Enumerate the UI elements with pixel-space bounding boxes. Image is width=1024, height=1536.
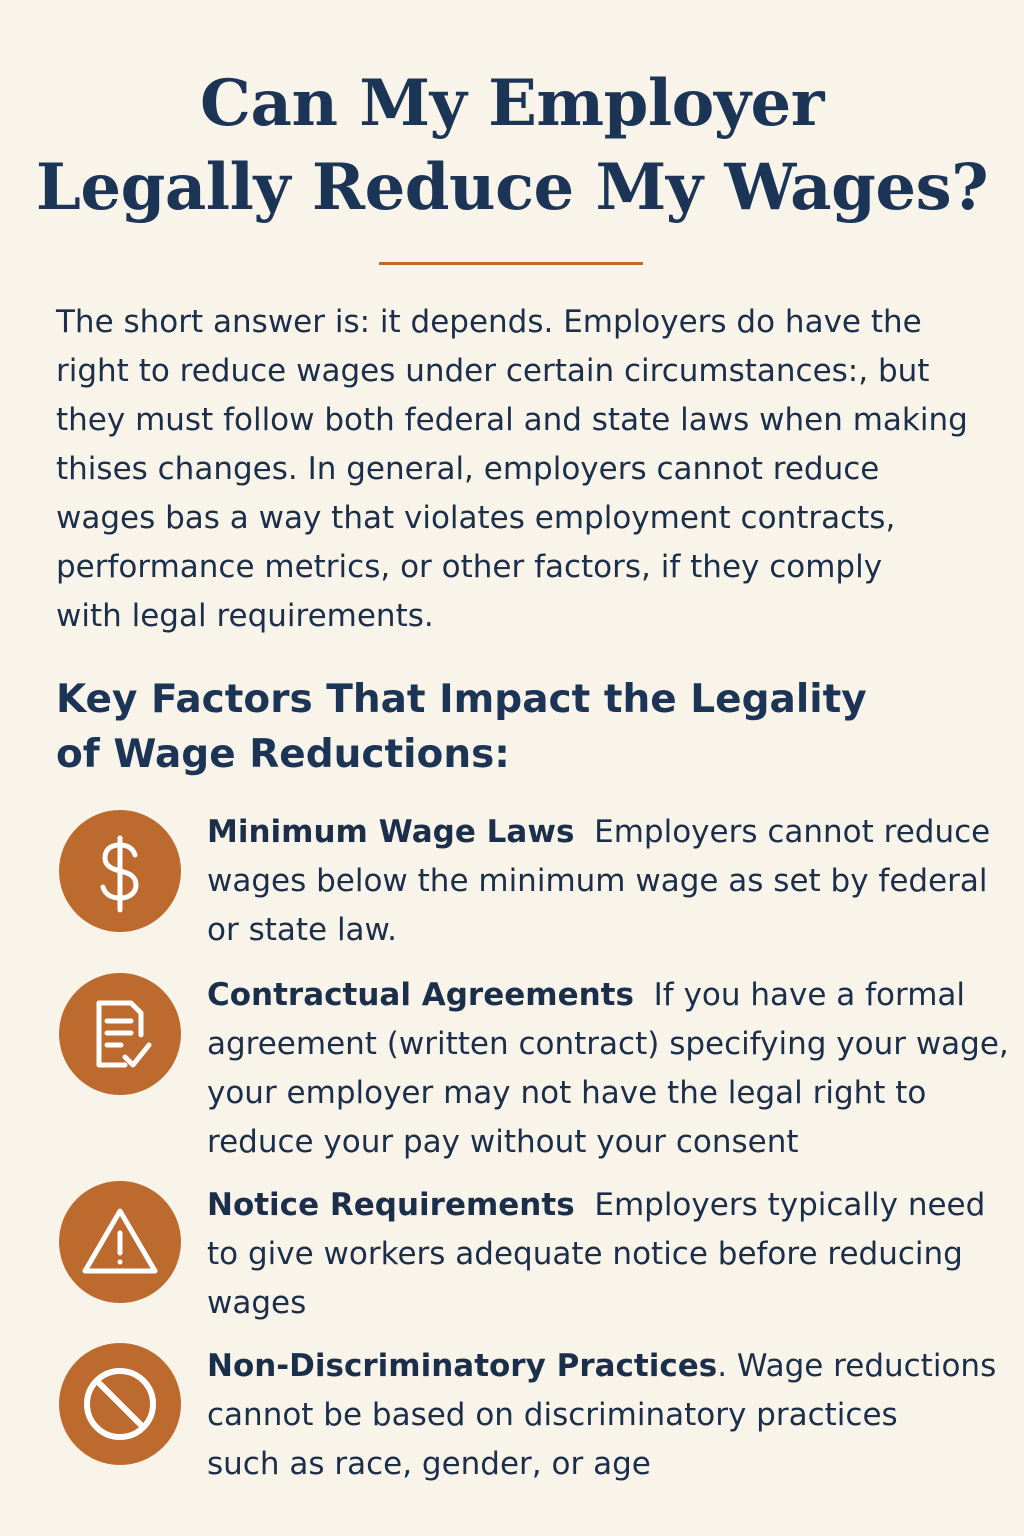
intro-line: right to reduce wages under certain circumstances:, but — [56, 353, 930, 389]
factor-description: Employers typically need — [594, 1187, 986, 1223]
factor-line: reduce your pay without your consent — [207, 1124, 799, 1160]
factor-minimum-wage — [207, 808, 1007, 955]
factor-name: Contractual Agreements — [207, 977, 634, 1013]
factor-name: Non-Discriminatory Practices — [207, 1348, 718, 1384]
factor-description: . Wage reductions — [717, 1348, 997, 1384]
intro-paragraph — [56, 298, 986, 641]
warning-triangle-icon — [59, 1181, 181, 1303]
intro-line: they must follow both federal and state laws when making — [56, 402, 968, 438]
section-heading-line: of Wage Reductions: — [56, 732, 510, 777]
section-heading-line: Key Factors That Impact the Legality — [56, 677, 867, 722]
factor-name: Minimum Wage Laws — [207, 814, 575, 850]
prohibited-icon — [59, 1343, 181, 1465]
intro-line: with legal requirements. — [56, 598, 434, 634]
factor-first-line — [207, 971, 1007, 1020]
factor-line: to give workers adequate notice before reducing — [207, 1236, 963, 1272]
factor-notice-requirements — [207, 1181, 1007, 1328]
factor-first-line — [207, 1181, 1007, 1230]
factor-line: agreement (written contract) specifying your wage, — [207, 1026, 1009, 1062]
factor-line: wages below the minimum wage as set by federal — [207, 863, 988, 899]
intro-line: thises changes. In general, employers cannot reduce — [56, 451, 880, 487]
intro-line: The short answer is: it depends. Employers do have the — [56, 304, 922, 340]
page-title — [0, 62, 1024, 230]
intro-line: wages bas a way that violates employment contracts, — [56, 500, 896, 536]
title-line: Can My Employer — [200, 66, 824, 141]
intro-line: performance metrics, or other factors, if they comply — [56, 549, 883, 585]
factor-description: If you have a formal — [653, 977, 966, 1013]
contract-document-icon — [59, 973, 181, 1095]
factor-description: Employers cannot reduce — [594, 814, 991, 850]
factor-contractual-agreements — [207, 971, 1007, 1167]
factor-line: cannot be based on discriminatory practices — [207, 1397, 898, 1433]
factor-first-line — [207, 1342, 1007, 1391]
factor-non-discriminatory — [207, 1342, 1007, 1489]
title-divider — [379, 262, 643, 265]
dollar-sign-icon — [59, 810, 181, 932]
factor-name: Notice Requirements — [207, 1187, 575, 1223]
factor-first-line — [207, 808, 1007, 857]
factor-line: such as race, gender, or age — [207, 1446, 651, 1482]
factor-line: or state law. — [207, 912, 397, 948]
factor-line: your employer may not have the legal right to — [207, 1075, 927, 1111]
factor-line: wages — [207, 1285, 307, 1321]
title-line: Legally Reduce My Wages? — [35, 150, 989, 225]
section-heading — [56, 672, 956, 782]
